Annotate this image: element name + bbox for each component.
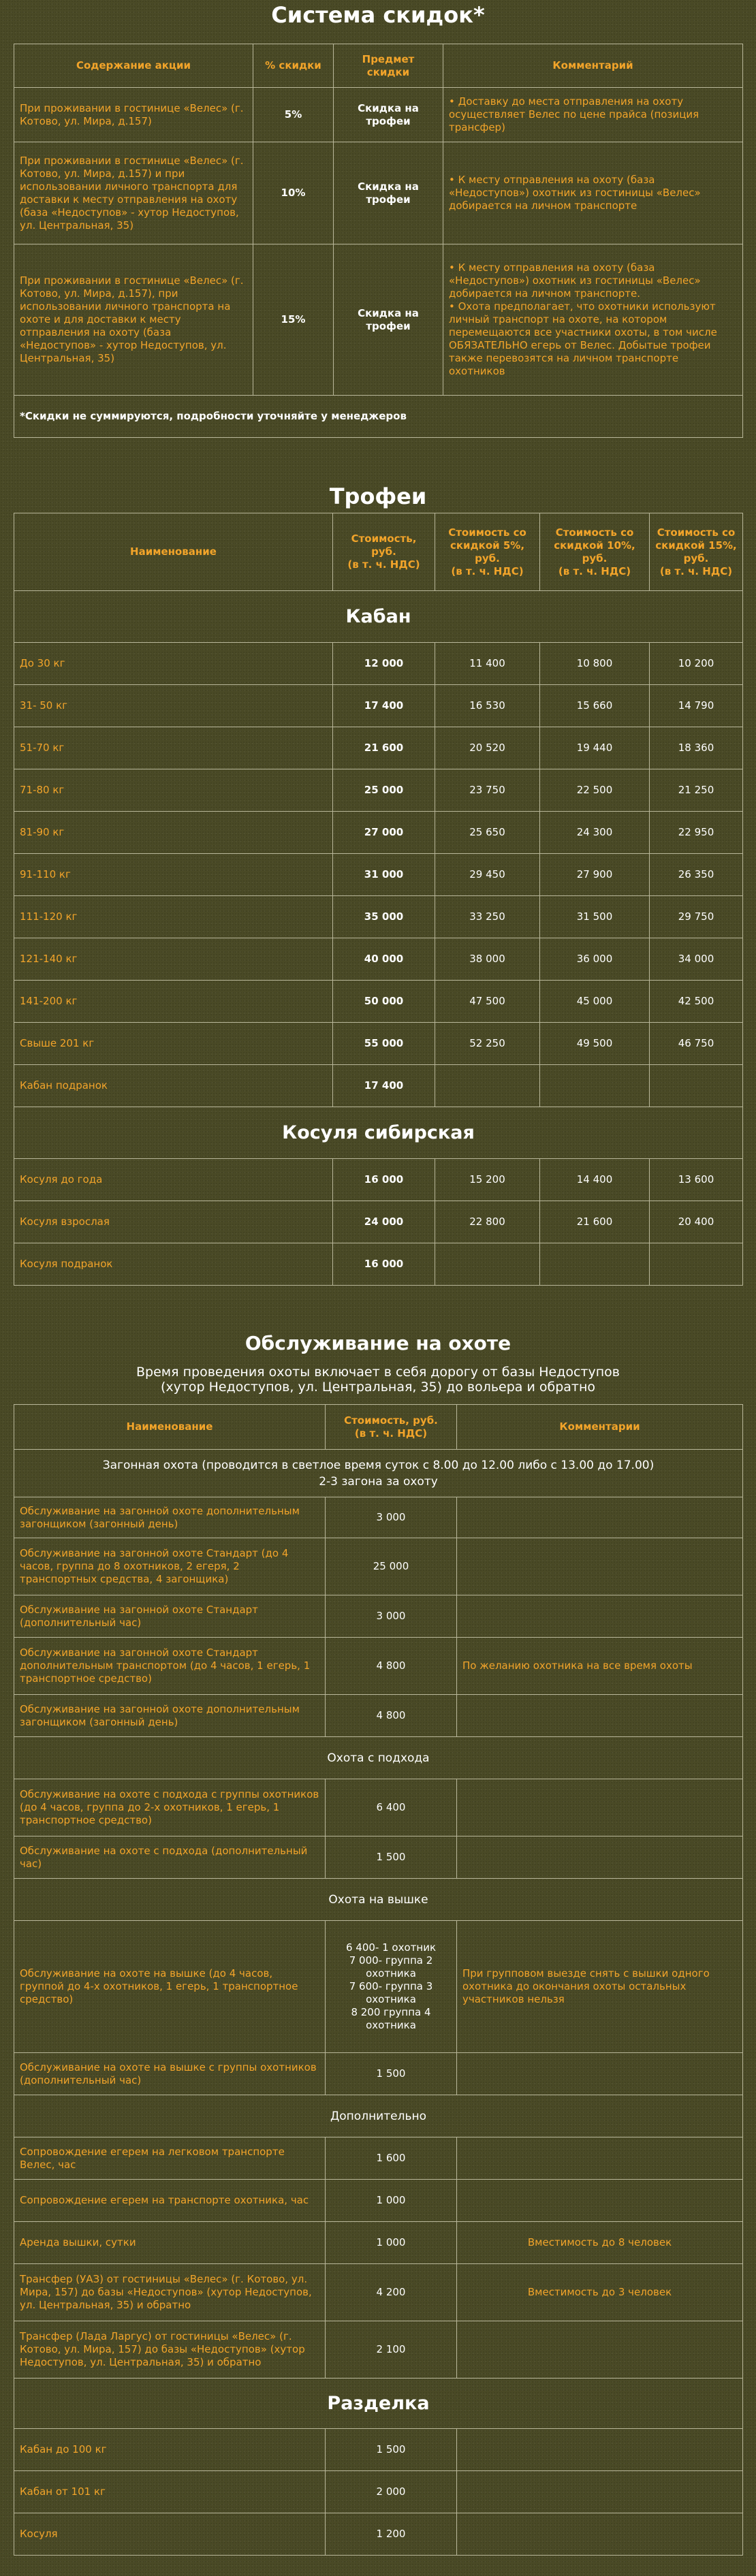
service-name: Обслуживание на охоте с подхода (дополнительный час) — [14, 1836, 326, 1879]
header-line: Стоимость со — [657, 526, 736, 539]
trophy-price-discount-5 — [435, 1243, 540, 1286]
service-name: Обслуживание на загонной охоте Стандарт (до 4 часов, группа до 8 охотников, 2 егеря, 2 транспортных средства, 4 загонщика) — [14, 1538, 326, 1595]
discount-row — [14, 244, 743, 396]
service-name: Сопровождение егерем на легковом транспорте Велес, час — [14, 2137, 326, 2180]
trophy-price-discount-15: 18 360 — [650, 727, 743, 769]
service-price: 4 800 — [326, 1638, 457, 1695]
trophy-group-title: Кабан — [14, 591, 743, 643]
trophy-price: 16 000 — [333, 1159, 435, 1201]
service-comment — [457, 2321, 743, 2379]
service-comment — [457, 2180, 743, 2222]
discounts-title: Система скидок* — [271, 2, 485, 28]
service-comment: Вместимость до 8 человек — [457, 2222, 743, 2264]
service-section-title-line: Охота на вышке — [328, 1892, 428, 1907]
service-price: 3 000 — [326, 1595, 457, 1638]
service-comment: При групповом выезде снять с вышки одного охотника до окончания охоты остальных участников нельзя — [457, 1921, 743, 2053]
trophy-price-discount-15: 29 750 — [650, 896, 743, 938]
discounts-table — [14, 44, 743, 438]
trophy-price-discount-5 — [435, 1065, 540, 1107]
service-price: 1 000 — [326, 2222, 457, 2264]
trophy-price: 12 000 — [333, 643, 435, 685]
service-name: Обслуживание на загонной охоте дополнительным загонщиком (загонный день) — [14, 1695, 326, 1737]
service-row — [14, 2053, 743, 2095]
trophy-price-discount-5: 15 200 — [435, 1159, 540, 1201]
service-name: Трансфер (Лада Ларгус) от гостиницы «Велес» (г. Котово, ул. Мира, 157) до базы «Недоступов» (хутор Недоступов, ул. Центральная, 35) и обратно — [14, 2321, 326, 2379]
service-section-title — [14, 1879, 743, 1921]
discounts-note-row — [14, 396, 743, 438]
header-line: скидкой 5%, — [450, 539, 525, 552]
trophy-name: 91-110 кг — [14, 854, 333, 896]
header-line: Стоимость со — [555, 526, 634, 539]
trophy-row — [14, 643, 743, 685]
cutting-comment — [457, 2471, 743, 2513]
cutting-price: 2 000 — [326, 2471, 457, 2513]
header-line: Стоимость, руб. — [344, 1414, 438, 1427]
trophy-price: 16 000 — [333, 1243, 435, 1286]
service-name: Обслуживание на загонной охоте Стандарт (дополнительный час) — [14, 1595, 326, 1638]
trophy-row — [14, 685, 743, 727]
service-comment — [457, 2137, 743, 2180]
trophy-group-row — [14, 1107, 743, 1159]
service-price: 4 200 — [326, 2264, 457, 2321]
trophy-price-discount-15: 21 250 — [650, 769, 743, 812]
trophy-price-discount-15: 26 350 — [650, 854, 743, 896]
header-line: скидкой 15%, — [655, 539, 737, 552]
discount-row — [14, 142, 743, 244]
trophy-row — [14, 1201, 743, 1243]
header-line: Комментарии — [559, 1420, 640, 1433]
header-line: (в т. ч. НДС) — [451, 565, 524, 577]
trophy-name: Свыше 201 кг — [14, 1023, 333, 1065]
service-section-row — [14, 2095, 743, 2137]
service-section-title-line: Дополнительно — [330, 2109, 426, 2123]
trophy-price-discount-5: 20 520 — [435, 727, 540, 769]
service-row — [14, 1595, 743, 1638]
header-line: руб. — [582, 552, 608, 565]
discount-percent: 10% — [253, 142, 334, 244]
trophy-price: 17 400 — [333, 685, 435, 727]
discount-comment-line: • К месту отправления на охоту (база «Недоступов») охотник из гостиницы «Велес» добирается на личном транспорте. — [449, 261, 701, 300]
service-name: Трансфер (УАЗ) от гостиницы «Велес» (г. Котово, ул. Мира, 157) до базы «Недоступов» (хутор Недоступов, ул. Центральная, 35) и обратно — [14, 2264, 326, 2321]
service-subtitle — [14, 1365, 742, 1395]
trophies-header-d15 — [650, 513, 743, 591]
cutting-name: Кабан от 101 кг — [14, 2471, 326, 2513]
discount-percent: 5% — [253, 88, 334, 142]
discounts-header-comment: Комментарий — [443, 44, 743, 88]
cutting-price: 1 200 — [326, 2513, 457, 2556]
trophy-price-discount-10: 14 400 — [540, 1159, 650, 1201]
service-comment — [457, 1779, 743, 1836]
service-name: Аренда вышки, сутки — [14, 2222, 326, 2264]
discount-comment-line: • Охота предполагает, что охотники используют личный транспорт на охоте, на котором перемещаются все участники охоты, в том числе ОБЯЗАТЕЛЬНО егерь от Велес. Добытые трофеи также перевозятся на личном транспорте охотников — [449, 300, 717, 377]
service-row — [14, 2137, 743, 2180]
trophies-header-price — [333, 513, 435, 591]
trophy-price-discount-5: 29 450 — [435, 854, 540, 896]
trophy-name: Кабан подранок — [14, 1065, 333, 1107]
trophy-row — [14, 1159, 743, 1201]
trophy-name: 71-80 кг — [14, 769, 333, 812]
cutting-comment — [457, 2513, 743, 2556]
trophy-price: 55 000 — [333, 1023, 435, 1065]
service-subtitle-line: (хутор Недоступов, ул. Центральная, 35) до вольера и обратно — [160, 1380, 596, 1395]
trophy-price-discount-10: 15 660 — [540, 685, 650, 727]
header-line: руб. — [371, 545, 396, 558]
header-line: (в т. ч. НДС) — [347, 558, 420, 571]
header-line: Стоимость со — [448, 526, 526, 539]
service-comment — [457, 1538, 743, 1595]
trophy-price: 25 000 — [333, 769, 435, 812]
discounts-header-content: Содержание акции — [14, 44, 253, 88]
discount-comment: • К месту отправления на охоту (база «Недоступов») охотник из гостиницы «Велес» добирается на личном транспорте — [443, 142, 743, 244]
discount-row — [14, 88, 743, 142]
trophy-row — [14, 1023, 743, 1065]
trophy-name: 31- 50 кг — [14, 685, 333, 727]
service-price-line: 7 000- группа 2 охотника — [349, 1954, 433, 1979]
discount-percent: 15% — [253, 244, 334, 396]
trophy-price-discount-15 — [650, 1065, 743, 1107]
trophy-price-discount-15: 14 790 — [650, 685, 743, 727]
trophy-price: 21 600 — [333, 727, 435, 769]
service-comment — [457, 1497, 743, 1538]
trophy-price-discount-10: 49 500 — [540, 1023, 650, 1065]
service-name: Обслуживание на охоте на вышке (до 4 часов, группой до 4-х охотников, 1 егерь, 1 транспортное средство) — [14, 1921, 326, 2053]
service-header-row — [14, 1405, 743, 1450]
trophy-price-discount-15 — [650, 1243, 743, 1286]
header-line: (в т. ч. НДС) — [659, 565, 733, 577]
service-row — [14, 1779, 743, 1836]
service-section-title-line: 2-3 загона за охоту — [319, 1474, 438, 1489]
service-row — [14, 1836, 743, 1879]
service-comment: По желанию охотника на все время охоты — [457, 1638, 743, 1695]
header-line: (в т. ч. НДС) — [354, 1427, 428, 1440]
trophy-price-discount-15: 34 000 — [650, 938, 743, 981]
service-price-line: 8 200 группа 4 охотника — [351, 2006, 431, 2031]
trophy-price: 27 000 — [333, 812, 435, 854]
header-line: Наименование — [126, 1420, 213, 1433]
service-price: 1 500 — [326, 2053, 457, 2095]
service-price-line: 7 600- группа 3 охотника — [349, 1980, 433, 2005]
discounts-header-row — [14, 44, 743, 88]
trophy-price: 24 000 — [333, 1201, 435, 1243]
trophy-price-discount-10: 31 500 — [540, 896, 650, 938]
service-price: 4 800 — [326, 1695, 457, 1737]
header-line: руб. — [475, 552, 500, 565]
trophy-row — [14, 812, 743, 854]
service-comment — [457, 2053, 743, 2095]
trophy-row — [14, 1243, 743, 1286]
trophy-price-discount-15: 10 200 — [650, 643, 743, 685]
service-price: 6 400 — [326, 1779, 457, 1836]
service-name: Обслуживание на загонной охоте дополнительным загонщиком (загонный день) — [14, 1497, 326, 1538]
trophies-header-d5 — [435, 513, 540, 591]
trophy-group-title: Косуля сибирская — [14, 1107, 743, 1159]
service-section-row — [14, 1737, 743, 1779]
service-comment — [457, 1595, 743, 1638]
cutting-section-row — [14, 2379, 743, 2429]
trophy-price-discount-10: 10 800 — [540, 643, 650, 685]
trophy-price-discount-10: 36 000 — [540, 938, 650, 981]
service-row — [14, 2180, 743, 2222]
trophies-header-name — [14, 513, 333, 591]
trophy-price-discount-10: 45 000 — [540, 981, 650, 1023]
discount-comment: • Доставку до места отправления на охоту осуществляет Велес по цене прайса (позиция трансфер) — [443, 88, 743, 142]
trophies-title: Трофеи — [329, 483, 427, 509]
trophy-price-discount-5: 16 530 — [435, 685, 540, 727]
trophy-price-discount-5: 33 250 — [435, 896, 540, 938]
trophy-name: 51-70 кг — [14, 727, 333, 769]
service-row — [14, 1538, 743, 1595]
trophy-name: 141-200 кг — [14, 981, 333, 1023]
cutting-row — [14, 2471, 743, 2513]
cutting-body — [14, 2429, 743, 2556]
trophy-price: 40 000 — [333, 938, 435, 981]
trophy-price-discount-15: 42 500 — [650, 981, 743, 1023]
discount-subject: Скидка на трофеи — [334, 244, 443, 396]
trophy-price-discount-15: 46 750 — [650, 1023, 743, 1065]
cutting-name: Косуля — [14, 2513, 326, 2556]
cutting-comment — [457, 2429, 743, 2471]
trophy-price-discount-5: 25 650 — [435, 812, 540, 854]
cutting-row — [14, 2429, 743, 2471]
service-section-title — [14, 1450, 743, 1497]
trophy-name: До 30 кг — [14, 643, 333, 685]
service-header-price — [326, 1405, 457, 1450]
trophy-price-discount-5: 52 250 — [435, 1023, 540, 1065]
service-price: 1 500 — [326, 1836, 457, 1879]
trophy-price-discount-5: 23 750 — [435, 769, 540, 812]
discounts-header-percent: % скидки — [253, 44, 334, 88]
discount-subject: Скидка на трофеи — [334, 88, 443, 142]
service-row — [14, 1921, 743, 2053]
trophy-name: 81-90 кг — [14, 812, 333, 854]
service-section-row — [14, 1450, 743, 1497]
trophy-price-discount-10: 24 300 — [540, 812, 650, 854]
service-name: Сопровождение егерем на транспорте охотника, час — [14, 2180, 326, 2222]
trophies-table — [14, 513, 743, 1286]
service-price: 1 000 — [326, 2180, 457, 2222]
header-line: скидкой 10%, — [554, 539, 635, 552]
trophy-row — [14, 769, 743, 812]
service-price — [326, 1921, 457, 2053]
trophy-price: 35 000 — [333, 896, 435, 938]
discount-subject: Скидка на трофеи — [334, 142, 443, 244]
trophy-row — [14, 896, 743, 938]
trophy-name: 121-140 кг — [14, 938, 333, 981]
discount-content: При проживании в гостинице «Велес» (г. Котово, ул. Мира, д.157) и при использовании личного транспорта для доставки к месту отправления на охоту (база «Недоступов» - хутор Недоступов, ул. Центральная, 35) — [14, 142, 253, 244]
service-name: Обслуживание на охоте с подхода с группы охотников (до 4 часов, группа до 2-х охотников, 1 егерь, 1 транспортное средство) — [14, 1779, 326, 1836]
trophy-name: 111-120 кг — [14, 896, 333, 938]
service-header-comment — [457, 1405, 743, 1450]
trophy-row — [14, 938, 743, 981]
header-line: Стоимость, — [351, 532, 417, 545]
service-header-name — [14, 1405, 326, 1450]
service-section-title-line: Охота с подхода — [327, 1751, 430, 1765]
cutting-row — [14, 2513, 743, 2556]
trophy-group-row — [14, 591, 743, 643]
header-line: (в т. ч. НДС) — [558, 565, 631, 577]
discount-content: При проживании в гостинице «Велес» (г. Котово, ул. Мира, д.157), при использовании личного транспорта на охоте и для доставки к месту отправления на охоту (база «Недоступов» - хутор Недоступов, ул. Центральная, 35) — [14, 244, 253, 396]
header-line: руб. — [683, 552, 709, 565]
trophy-price-discount-5: 38 000 — [435, 938, 540, 981]
discount-comment — [443, 244, 743, 396]
trophy-row — [14, 1065, 743, 1107]
header-line: Наименование — [130, 545, 217, 558]
service-row — [14, 1695, 743, 1737]
trophy-price-discount-10: 19 440 — [540, 727, 650, 769]
trophy-price-discount-15: 13 600 — [650, 1159, 743, 1201]
service-row — [14, 1638, 743, 1695]
trophies-body — [14, 591, 743, 1286]
service-price: 3 000 — [326, 1497, 457, 1538]
trophy-price-discount-10: 22 500 — [540, 769, 650, 812]
trophy-price-discount-15: 22 950 — [650, 812, 743, 854]
trophy-price: 17 400 — [333, 1065, 435, 1107]
service-price: 1 600 — [326, 2137, 457, 2180]
service-table — [14, 1404, 743, 2556]
service-name: Обслуживание на загонной охоте Стандарт дополнительным транспортом (до 4 часов, 1 егерь, 1 транспортное средство) — [14, 1638, 326, 1695]
trophy-price-discount-10: 27 900 — [540, 854, 650, 896]
trophy-row — [14, 854, 743, 896]
service-row — [14, 2321, 743, 2379]
service-title: Обслуживание на охоте — [245, 1332, 511, 1354]
trophies-header-d10 — [540, 513, 650, 591]
trophy-price-discount-15: 20 400 — [650, 1201, 743, 1243]
trophy-price-discount-10: 21 600 — [540, 1201, 650, 1243]
service-price: 25 000 — [326, 1538, 457, 1595]
page — [14, 0, 742, 2572]
trophy-row — [14, 727, 743, 769]
service-section-title — [14, 1737, 743, 1779]
service-comment: Вместимость до 3 человек — [457, 2264, 743, 2321]
service-row — [14, 2264, 743, 2321]
discount-content: При проживании в гостинице «Велес» (г. Котово, ул. Мира, д.157) — [14, 88, 253, 142]
trophy-price-discount-5: 11 400 — [435, 643, 540, 685]
trophies-header-row — [14, 513, 743, 591]
trophy-name: Косуля взрослая — [14, 1201, 333, 1243]
trophy-name: Косуля до года — [14, 1159, 333, 1201]
cutting-title: Разделка — [14, 2379, 743, 2429]
trophy-price-discount-10 — [540, 1065, 650, 1107]
trophy-row — [14, 981, 743, 1023]
service-price-line: 6 400- 1 охотник — [345, 1941, 437, 1954]
cutting-name: Кабан до 100 кг — [14, 2429, 326, 2471]
service-name: Обслуживание на охоте на вышке с группы охотников (дополнительный час) — [14, 2053, 326, 2095]
trophy-price: 50 000 — [333, 981, 435, 1023]
trophy-price: 31 000 — [333, 854, 435, 896]
service-section-title — [14, 2095, 743, 2137]
service-comment — [457, 1836, 743, 1879]
trophy-name: Косуля подранок — [14, 1243, 333, 1286]
service-price: 2 100 — [326, 2321, 457, 2379]
trophy-price-discount-5: 47 500 — [435, 981, 540, 1023]
trophy-price-discount-10 — [540, 1243, 650, 1286]
discounts-header-subject: Предмет скидки — [334, 44, 443, 88]
service-row — [14, 2222, 743, 2264]
cutting-price: 1 500 — [326, 2429, 457, 2471]
service-subtitle-line: Время проведения охоты включает в себя дорогу от базы Недоступов — [136, 1365, 620, 1380]
discounts-note: *Скидки не суммируются, подробности уточняйте у менеджеров — [14, 396, 743, 438]
service-body — [14, 1450, 743, 2379]
service-comment — [457, 1695, 743, 1737]
service-row — [14, 1497, 743, 1538]
trophy-price-discount-5: 22 800 — [435, 1201, 540, 1243]
service-section-row — [14, 1879, 743, 1921]
service-section-title-line: Загонная охота (проводится в светлое время суток с 8.00 до 12.00 либо с 13.00 до 17.00) — [102, 1458, 655, 1472]
